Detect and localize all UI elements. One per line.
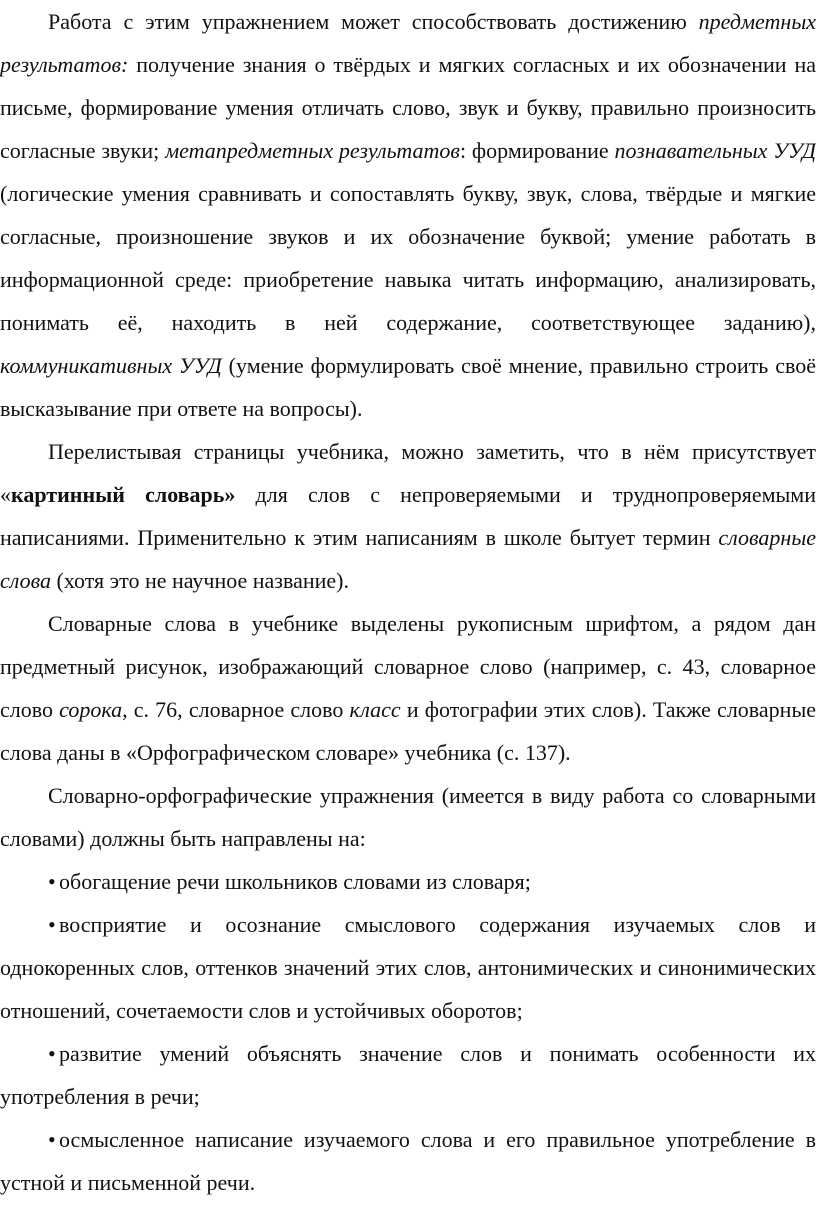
list-item [0, 903, 816, 1032]
bullet-icon: • [48, 1041, 56, 1066]
text-run: Словарные слова в учебнике выделены рукописным шрифтом, а рядом дан предметный рисунок, изображающий словарное слово (например, с. 43, словарное слово [0, 611, 816, 722]
italic-term: метапредметных результатов [165, 138, 460, 163]
paragraph-dictionary-words [0, 602, 816, 774]
text-run: (хотя это не научное название). [51, 568, 349, 593]
text-run: , с. 76, словарное слово [122, 697, 350, 722]
italic-term: познавательных УУД [614, 138, 816, 163]
list-item [0, 1032, 816, 1118]
paragraph-exercises-intro [0, 774, 816, 860]
list-item-text: восприятие и осознание смыслового содержания изучаемых слов и однокоренных слов, оттенков значений этих слов, антонимических и синонимических отношений, сочетаемости слов и устойчивых оборотов; [0, 912, 816, 1023]
bullet-icon: • [48, 912, 56, 937]
list-item [0, 860, 816, 903]
text-run: : формирование [459, 138, 615, 163]
bullet-icon: • [48, 1127, 56, 1152]
italic-term: сорока [59, 697, 123, 722]
italic-term: коммуникативных УУД [0, 353, 222, 378]
text-run: Перелистывая страницы учебника, можно заметить, что в нём присутствует « [0, 439, 816, 507]
italic-term: словарные слова [0, 525, 816, 593]
bullet-icon: • [48, 869, 56, 894]
italic-term: предметных результатов: [0, 9, 816, 77]
bold-term: картинный словарь» [11, 482, 236, 507]
list-item-text: развитие умений объяснять значение слов и понимать особенности их употребления в речи; [0, 1041, 816, 1109]
paragraph-picture-dictionary [0, 430, 816, 602]
text-run: (умение формулировать своё мнение, правильно строить своё высказывание при ответе на вопросы). [0, 353, 816, 421]
list-item-text: осмысленное написание изучаемого слова и его правильное употребление в устной и письменной речи. [0, 1127, 816, 1195]
text-run: для слов с непроверяемыми и труднопроверяемыми написаниями. Применительно к этим написаниям в школе бытует термин [0, 482, 816, 550]
text-run: (логические умения сравнивать и сопоставлять букву, звук, слова, твёрдые и мягкие согласные, произношение звуков и их обозначение буквой; умение работать в информационной среде: приобретение навыка читать информацию, анализировать, понимать её, находить в ней содержание, соответствующее заданию), [0, 181, 816, 335]
text-run: получение знания о твёрдых и мягких согласных и их обозначении на письме, формирование умения отличать слово, звук и букву, правильно произносить согласные звуки; [0, 52, 816, 163]
list-item [0, 1118, 816, 1204]
text-run: и фотографии этих слов). Также словарные слова даны в «Орфографическом словаре» учебника (с. 137). [0, 697, 816, 765]
paragraph-results [0, 0, 816, 430]
italic-term: класс [349, 697, 401, 722]
list-item-text: обогащение речи школьников словами из словаря; [59, 869, 531, 894]
text-run: Работа с этим упражнением может способствовать достижению [48, 9, 699, 34]
text-run: Словарно-орфографические упражнения (имеется в виду работа со словарными словами) должны быть направлены на: [0, 783, 816, 851]
